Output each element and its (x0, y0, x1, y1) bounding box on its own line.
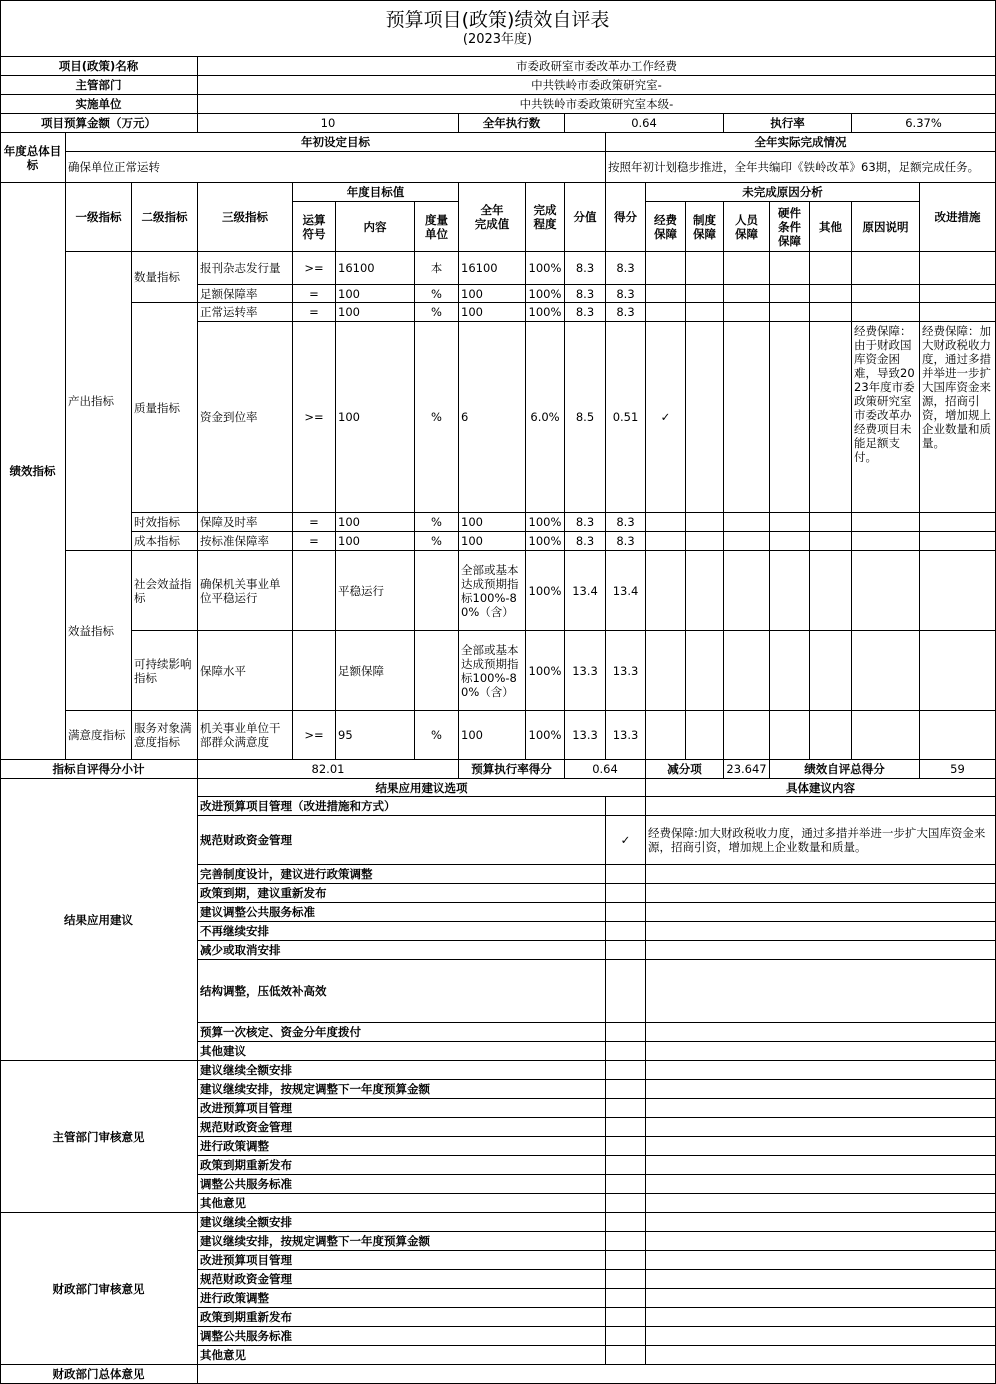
blank (606, 1080, 646, 1099)
l1-benefit: 效益指标 (66, 551, 132, 711)
blank (646, 1080, 996, 1099)
result-advice-header: 具体建议内容 (646, 779, 996, 797)
blank (646, 285, 686, 303)
blank (686, 322, 724, 513)
h-unfinished: 未完成原因分析 (646, 183, 920, 202)
r9-deg: 100% (526, 711, 565, 760)
budget-value: 10 (198, 114, 459, 133)
r5-name: 保障及时率 (198, 513, 293, 532)
dr-8: 其他意见 (198, 1194, 606, 1213)
fr-6: 政策到期重新发布 (198, 1308, 606, 1327)
r1-deg: 100% (526, 252, 565, 285)
blank (646, 1156, 996, 1175)
blank (646, 1213, 996, 1232)
blank (770, 322, 810, 513)
r6-unit: % (415, 532, 459, 551)
blank (646, 1118, 996, 1137)
blank (646, 303, 686, 322)
blank (686, 551, 724, 631)
sheet-year: (2023年度) (462, 32, 533, 47)
blank (810, 285, 852, 303)
r4-deg: 6.0% (526, 322, 565, 513)
h-content: 内容 (336, 202, 415, 252)
blank (606, 1042, 646, 1061)
goal-set-header: 年初设定目标 (66, 133, 606, 152)
blank (606, 1327, 646, 1346)
h-weight: 分值 (565, 183, 606, 252)
l2-timeliness: 时效指标 (132, 513, 198, 532)
subtotal-label: 指标自评得分小计 (0, 760, 198, 779)
blank (606, 960, 646, 1023)
blank (724, 285, 770, 303)
r7-deg: 100% (526, 551, 565, 631)
r3-val: 100 (336, 303, 415, 322)
fr-3: 改进预算项目管理 (198, 1251, 606, 1270)
exec-score-value: 0.64 (565, 760, 646, 779)
blank (606, 1251, 646, 1270)
blank (606, 1061, 646, 1080)
opt-7: 减少或取消安排 (198, 941, 606, 960)
blank (920, 252, 996, 285)
unit-label: 实施单位 (0, 95, 198, 114)
r2-w: 8.3 (565, 285, 606, 303)
h-improve: 改进措施 (920, 183, 996, 252)
r1-op: >= (293, 252, 336, 285)
r6-deg: 100% (526, 532, 565, 551)
blank (606, 1137, 646, 1156)
r4-s: 0.51 (606, 322, 646, 513)
blank (852, 252, 920, 285)
name-label: 项目(政策)名称 (0, 57, 198, 76)
blank (852, 631, 920, 711)
r4-reason: 经费保障：由于财政国库资金困难，导致2023年度市委政策研究室市委改革办经费项目未能足额支付。 (852, 322, 920, 513)
h-fund: 经费 保障 (646, 202, 686, 252)
r7-val: 平稳运行 (336, 551, 415, 631)
blank (646, 1099, 996, 1118)
r8-deg: 100% (526, 631, 565, 711)
h-other: 其他 (810, 202, 852, 252)
r1-actual: 16100 (459, 252, 526, 285)
l1-output: 产出指标 (66, 252, 132, 551)
result-options-header: 结果应用建议选项 (198, 779, 646, 797)
deduct-value: 23.647 (724, 760, 770, 779)
opt-3: 完善制度设计，建议进行政策调整 (198, 865, 606, 884)
rate-label: 执行率 (724, 114, 852, 133)
blank (293, 551, 336, 631)
dr-7: 调整公共服务标准 (198, 1175, 606, 1194)
blank (724, 631, 770, 711)
blank (646, 922, 996, 941)
r9-name: 机关事业单位干部群众满意度 (198, 711, 293, 760)
blank (646, 1270, 996, 1289)
l1-satisfaction: 满意度指标 (66, 711, 132, 760)
dr-6: 政策到期重新发布 (198, 1156, 606, 1175)
r8-val: 足额保障 (336, 631, 415, 711)
blank (810, 303, 852, 322)
perf-indicator-label: 绩效指标 (0, 183, 66, 760)
blank (606, 884, 646, 903)
blank (606, 1270, 646, 1289)
r4-op: >= (293, 322, 336, 513)
r3-unit: % (415, 303, 459, 322)
opt-10: 其他建议 (198, 1042, 606, 1061)
fr-8: 其他意见 (198, 1346, 606, 1365)
fin-overall-label: 财政部门总体意见 (0, 1365, 198, 1384)
blank (920, 551, 996, 631)
r4-actual: 6 (459, 322, 526, 513)
exec-label: 全年执行数 (459, 114, 565, 133)
total-value: 59 (920, 760, 996, 779)
fin-review-label: 财政部门审核意见 (0, 1213, 198, 1365)
r8-actual: 全部或基本达成预期指标100%-80%（含） (459, 631, 526, 711)
r2-s: 8.3 (606, 285, 646, 303)
blank (770, 303, 810, 322)
blank (852, 513, 920, 532)
h-level2: 二级指标 (132, 183, 198, 252)
blank (606, 1194, 646, 1213)
r4-w: 8.5 (565, 322, 606, 513)
l2-quality: 质量指标 (132, 303, 198, 513)
blank (920, 303, 996, 322)
r1-s: 8.3 (606, 252, 646, 285)
opt-2-check: ✓ (606, 816, 646, 865)
name-value: 市委政研室市委改革办工作经费 (198, 57, 996, 76)
r9-w: 13.3 (565, 711, 606, 760)
blank (646, 1308, 996, 1327)
dr-4: 规范财政资金管理 (198, 1118, 606, 1137)
blank (810, 532, 852, 551)
exec-value: 0.64 (565, 114, 724, 133)
total-label: 绩效自评总得分 (770, 760, 920, 779)
h-staff: 人员 保障 (724, 202, 770, 252)
blank (646, 551, 686, 631)
blank (646, 903, 996, 922)
r2-val: 100 (336, 285, 415, 303)
annual-goal-label: 年度总体目标 (0, 133, 66, 183)
r6-name: 按标准保障率 (198, 532, 293, 551)
opt-2-advice: 经费保障:加大财政税收力度，通过多措并举进一步扩大国库资金来源，招商引资，增加规上企业数量和质量。 (646, 816, 996, 865)
blank (646, 1346, 996, 1365)
r2-name: 足额保障率 (198, 285, 293, 303)
blank (920, 631, 996, 711)
blank (606, 1346, 646, 1365)
exec-score-label: 预算执行率得分 (459, 760, 565, 779)
r1-w: 8.3 (565, 252, 606, 285)
dr-5: 进行政策调整 (198, 1137, 606, 1156)
blank (646, 1194, 996, 1213)
blank (415, 551, 459, 631)
r3-name: 正常运转率 (198, 303, 293, 322)
blank (686, 303, 724, 322)
h-target: 年度目标值 (293, 183, 459, 202)
blank (646, 1289, 996, 1308)
blank (606, 1156, 646, 1175)
h-score: 得分 (606, 183, 646, 252)
r1-name: 报刊杂志发行量 (198, 252, 293, 285)
blank (810, 322, 852, 513)
blank (415, 631, 459, 711)
blank (606, 1232, 646, 1251)
r2-deg: 100% (526, 285, 565, 303)
blank (686, 711, 724, 760)
r8-name: 保障水平 (198, 631, 293, 711)
blank (646, 884, 996, 903)
blank (724, 532, 770, 551)
r5-unit: % (415, 513, 459, 532)
r5-actual: 100 (459, 513, 526, 532)
blank (920, 513, 996, 532)
h-hardware: 硬件 条件 保障 (770, 202, 810, 252)
deduct-label: 减分项 (646, 760, 724, 779)
blank (646, 1137, 996, 1156)
blank (810, 631, 852, 711)
opt-6: 不再继续安排 (198, 922, 606, 941)
blank (724, 252, 770, 285)
r5-deg: 100% (526, 513, 565, 532)
r8-w: 13.3 (565, 631, 606, 711)
blank (810, 252, 852, 285)
blank (920, 285, 996, 303)
h-degree: 完成 程度 (526, 183, 565, 252)
r9-s: 13.3 (606, 711, 646, 760)
blank (724, 711, 770, 760)
blank (852, 303, 920, 322)
r2-op: = (293, 285, 336, 303)
r2-unit: % (415, 285, 459, 303)
blank (686, 285, 724, 303)
r5-op: = (293, 513, 336, 532)
fr-1: 建议继续全额安排 (198, 1213, 606, 1232)
l2-social: 社会效益指标 (132, 551, 198, 631)
opt-8: 结构调整，压低效补高效 (198, 960, 606, 1023)
r5-s: 8.3 (606, 513, 646, 532)
blank (606, 941, 646, 960)
r3-w: 8.3 (565, 303, 606, 322)
blank (686, 513, 724, 532)
blank (606, 922, 646, 941)
dept-review-label: 主管部门审核意见 (0, 1061, 198, 1213)
r5-val: 100 (336, 513, 415, 532)
blank (770, 631, 810, 711)
r4-fund: ✓ (646, 322, 686, 513)
blank (724, 303, 770, 322)
r9-actual: 100 (459, 711, 526, 760)
blank (920, 532, 996, 551)
dr-2: 建议继续安排，按规定调整下一年度预算金额 (198, 1080, 606, 1099)
blank (810, 513, 852, 532)
goal-set-text: 确保单位正常运转 (66, 152, 606, 183)
fr-4: 规范财政资金管理 (198, 1270, 606, 1289)
opt-2: 规范财政资金管理 (198, 816, 606, 865)
blank (606, 1118, 646, 1137)
dept-label: 主管部门 (0, 76, 198, 95)
blank (646, 960, 996, 1023)
l2-sustain: 可持续影响指标 (132, 631, 198, 711)
blank (646, 1042, 996, 1061)
r9-unit: % (415, 711, 459, 760)
blank (646, 1023, 996, 1042)
blank (724, 551, 770, 631)
blank (646, 865, 996, 884)
blank (852, 551, 920, 631)
h-reason: 原因说明 (852, 202, 920, 252)
dr-1: 建议继续全额安排 (198, 1061, 606, 1080)
blank (606, 1289, 646, 1308)
blank (852, 532, 920, 551)
h-level1: 一级指标 (66, 183, 132, 252)
blank (770, 513, 810, 532)
blank (686, 252, 724, 285)
blank (770, 532, 810, 551)
blank (646, 1232, 996, 1251)
h-system: 制度 保障 (686, 202, 724, 252)
blank (646, 1251, 996, 1270)
r1-unit: 本 (415, 252, 459, 285)
blank (646, 1327, 996, 1346)
r6-op: = (293, 532, 336, 551)
blank (920, 711, 996, 760)
r3-actual: 100 (459, 303, 526, 322)
r7-name: 确保机关事业单位平稳运行 (198, 551, 293, 631)
r4-name: 资金到位率 (198, 322, 293, 513)
blank (198, 1365, 996, 1384)
r7-w: 13.4 (565, 551, 606, 631)
blank (724, 513, 770, 532)
blank (606, 797, 646, 816)
opt-4: 政策到期，建议重新发布 (198, 884, 606, 903)
l2-service: 服务对象满意度指标 (132, 711, 198, 760)
blank (606, 865, 646, 884)
r6-s: 8.3 (606, 532, 646, 551)
r4-improve: 经费保障：加大财政税收力度，通过多措并举进一步扩大国库资金来源，招商引资，增加规上企业数量和质量。 (920, 322, 996, 513)
budget-label: 项目预算金额（万元） (0, 114, 198, 133)
r9-val: 95 (336, 711, 415, 760)
blank (770, 551, 810, 631)
blank (606, 903, 646, 922)
blank (293, 631, 336, 711)
fr-2: 建议继续安排，按规定调整下一年度预算金额 (198, 1232, 606, 1251)
result-section-label: 结果应用建议 (0, 779, 198, 1061)
blank (770, 711, 810, 760)
blank (770, 285, 810, 303)
rate-value: 6.37% (852, 114, 996, 133)
sheet-title: 预算项目(政策)绩效自评表 (385, 9, 610, 31)
blank (724, 322, 770, 513)
goal-actual-text: 按照年初计划稳步推进，全年共编印《铁岭改革》63期，足额完成任务。 (606, 152, 996, 183)
sheet-title-cell (0, 0, 996, 57)
r2-actual: 100 (459, 285, 526, 303)
r1-val: 16100 (336, 252, 415, 285)
blank (646, 631, 686, 711)
h-level3: 三级指标 (198, 183, 293, 252)
blank (606, 1175, 646, 1194)
blank (606, 1308, 646, 1327)
r3-deg: 100% (526, 303, 565, 322)
blank (770, 252, 810, 285)
subtotal-value: 82.01 (198, 760, 459, 779)
blank (646, 1175, 996, 1194)
l2-cost: 成本指标 (132, 532, 198, 551)
r7-actual: 全部或基本达成预期指标100%-80%（含） (459, 551, 526, 631)
blank (646, 252, 686, 285)
blank (852, 285, 920, 303)
h-operator: 运算 符号 (293, 202, 336, 252)
blank (686, 532, 724, 551)
blank (606, 1023, 646, 1042)
blank (810, 711, 852, 760)
r6-val: 100 (336, 532, 415, 551)
opt-1: 改进预算项目管理（改进措施和方式） (198, 797, 606, 816)
dr-3: 改进预算项目管理 (198, 1099, 606, 1118)
blank (606, 1213, 646, 1232)
r7-s: 13.4 (606, 551, 646, 631)
r4-unit: % (415, 322, 459, 513)
fr-7: 调整公共服务标准 (198, 1327, 606, 1346)
blank (646, 513, 686, 532)
blank (810, 551, 852, 631)
r8-s: 13.3 (606, 631, 646, 711)
r4-val: 100 (336, 322, 415, 513)
blank (686, 631, 724, 711)
r9-op: >= (293, 711, 336, 760)
r5-w: 8.3 (565, 513, 606, 532)
opt-5: 建议调整公共服务标准 (198, 903, 606, 922)
blank (646, 711, 686, 760)
goal-actual-header: 全年实际完成情况 (606, 133, 996, 152)
l2-quantity: 数量指标 (132, 252, 198, 303)
r3-s: 8.3 (606, 303, 646, 322)
r6-w: 8.3 (565, 532, 606, 551)
blank (646, 532, 686, 551)
blank (646, 797, 996, 816)
unit-value: 中共铁岭市委政策研究室本级- (198, 95, 996, 114)
h-unit: 度量 单位 (415, 202, 459, 252)
r6-actual: 100 (459, 532, 526, 551)
blank (646, 941, 996, 960)
dept-value: 中共铁岭市委政策研究室- (198, 76, 996, 95)
blank (852, 711, 920, 760)
fr-5: 进行政策调整 (198, 1289, 606, 1308)
opt-9: 预算一次核定、资金分年度拨付 (198, 1023, 606, 1042)
blank (606, 1099, 646, 1118)
h-actual: 全年 完成值 (459, 183, 526, 252)
blank (646, 1061, 996, 1080)
r3-op: = (293, 303, 336, 322)
